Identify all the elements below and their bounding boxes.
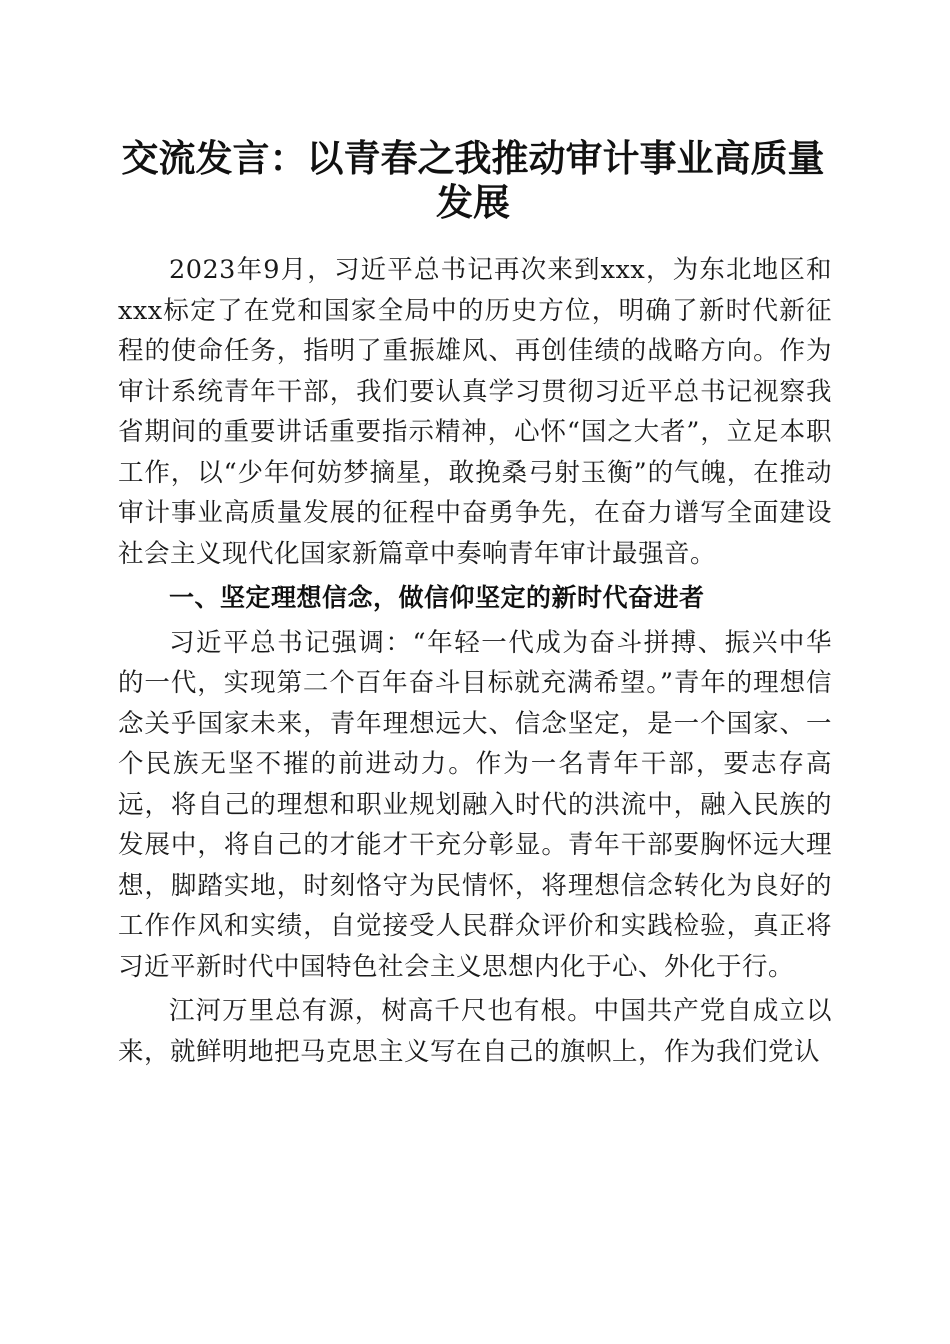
section-paragraph: 习近平总书记强调：“年轻一代成为奋斗拼搏、振兴中华的一代，实现第二个百年奋斗目标就充满希望。”青年的理想信念关乎国家未来，青年理想远大、信念坚定，是一个国家、一个民族无坚不摧的前进动力。作为一名青年干部，要志存高远，将自己的理想和职业规划融入时代的洪流中，融入民族的发展中，将自己的才能才干充分彰显。青年干部要胸怀远大理想，脚踏实地，时刻恪守为民情怀，将理想信念转化为良好的工作作风和实绩，自觉接受人民群众评价和实践检验，真正将习近平新时代中国特色社会主义思想内化于心、外化于行。 bbox=[118, 627, 832, 982]
section-heading: 一、坚定理想信念，做信仰坚定的新时代奋进者 bbox=[169, 583, 705, 612]
section-paragraph: 江河万里总有源，树高千尺也有根。中国共产党自成立以来，就鲜明地把马克思主义写在自己的旗帜上，作为我们党认 bbox=[118, 996, 832, 1067]
document-title: 交流发言：以青春之我推动审计事业高质量发展 bbox=[121, 136, 825, 224]
document-body bbox=[118, 250, 832, 1072]
intro-paragraph: 2023年9月，习近平总书记再次来到xxx，为东北地区和xxx标定了在党和国家全局中的历史方位，明确了新时代新征程的使命任务，指明了重振雄风、再创佳绩的战略方向。作为审计系统青年干部，我们要认真学习贯彻习近平总书记视察我省期间的重要讲话重要指示精神，心怀“国之大者”，立足本职工作，以“少年何妨梦摘星，敢挽桑弓射玉衡”的气魄，在推动审计事业高质量发展的征程中奋勇争先，在奋力谱写全面建设社会主义现代化国家新篇章中奏响青年审计最强音。 bbox=[118, 255, 832, 569]
